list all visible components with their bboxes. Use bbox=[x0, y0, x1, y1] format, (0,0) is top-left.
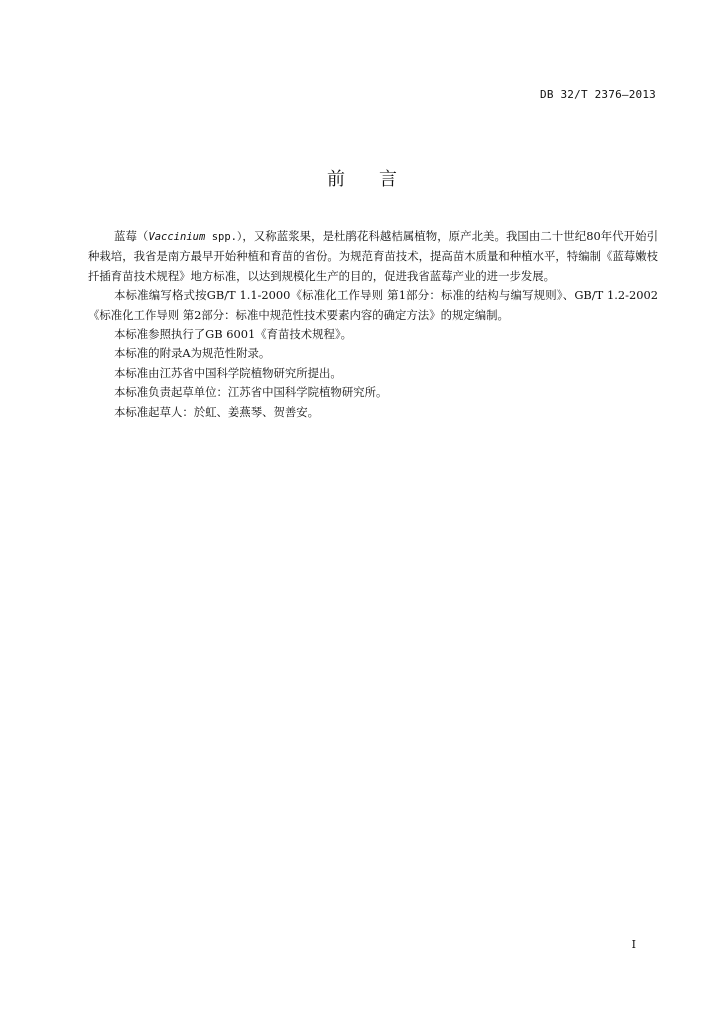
latin-suffix: spp.） bbox=[205, 231, 243, 243]
latin-name: Vaccinium bbox=[148, 231, 206, 243]
paragraph-appendix: 本标准的附录A为规范性附录。 bbox=[114, 346, 271, 361]
paragraph-drafting-unit: 本标准负责起草单位：江苏省中国科学院植物研究所。 bbox=[114, 385, 388, 400]
paragraph-introduction-body: ，又称蓝浆果，是杜鹃花科越桔属植物，原产北美。我国由二十世纪80年代开始引种栽培，我省是南方最早开始种植和育苗的省份。为规范育苗技术，提高苗木质量和种植水平，特编制《蓝莓嫩枝扦插育苗技术规程》地方标准，以达到规模化生产的目的，促进我省蓝莓产业的进一步发展。 bbox=[88, 229, 658, 283]
paragraph-introduction-start: 蓝莓（ bbox=[114, 229, 149, 243]
page-title: 前言 bbox=[327, 169, 431, 190]
page-number: I bbox=[631, 938, 636, 951]
paragraph-drafters: 本标准起草人：於虹、姜燕琴、贺善安。 bbox=[114, 404, 320, 419]
paragraph-format-basis: 本标准编写格式按GB/T 1.1-2000《标准化工作导则 第1部分：标准的结构与编写规则》、GB/T 1.2-2002《标准化工作导则 第2部分：标准中规范性技术要素内容的确定方法》的规定编制。 bbox=[88, 288, 658, 322]
paragraph-proposer: 本标准由江苏省中国科学院植物研究所提出。 bbox=[114, 365, 342, 380]
standard-code: DB 32/T 2376—2013 bbox=[540, 88, 656, 101]
paragraph-reference-standard: 本标准参照执行了GB 6001《育苗技术规程》。 bbox=[114, 327, 353, 342]
paragraph-introduction bbox=[88, 227, 658, 286]
foreword-content bbox=[88, 227, 658, 422]
